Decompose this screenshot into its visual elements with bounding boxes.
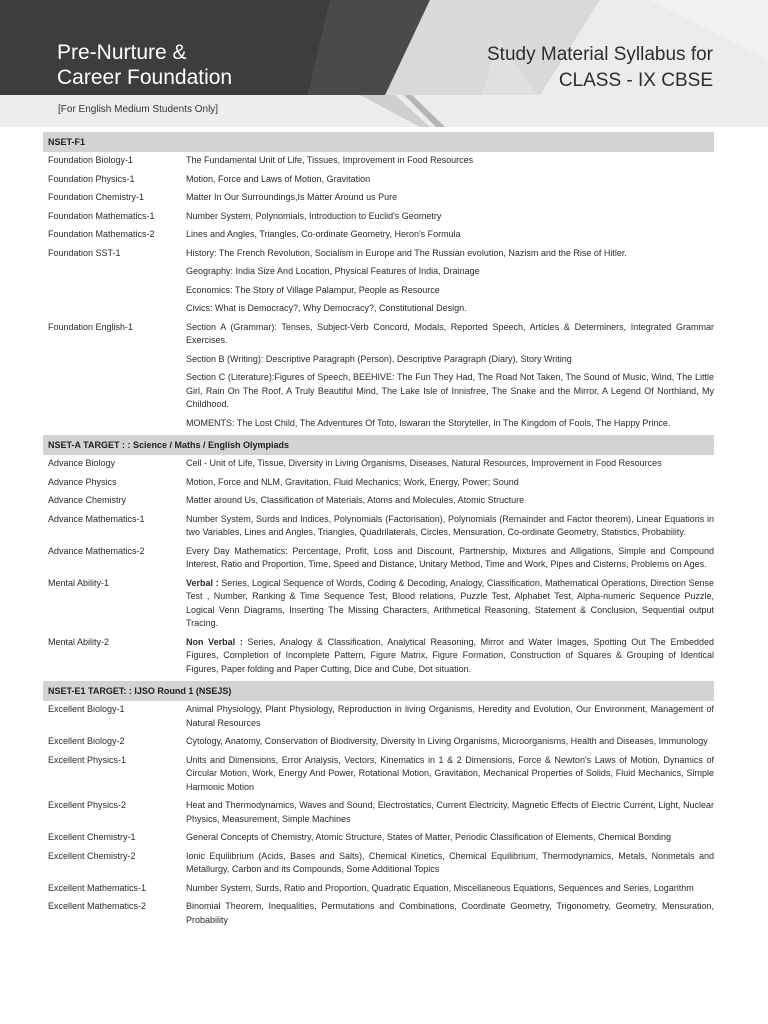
subject-name: Excellent Biology-2	[48, 736, 125, 746]
subject-name: Advance Mathematics-1	[48, 513, 145, 524]
topic-list	[186, 154, 714, 168]
subject-name: Excellent Chemistry-1	[48, 832, 136, 842]
syllabus-row	[43, 476, 714, 490]
subject-name: Mental Ability-1	[48, 577, 110, 588]
subject-name: Excellent Mathematics-2	[48, 901, 147, 911]
subject-name	[43, 371, 186, 412]
syllabus-row	[43, 735, 714, 749]
brand-line-2: Career Foundation	[57, 66, 233, 89]
topic-lead: Non Verbal :	[186, 636, 243, 647]
subject-name: Advance Mathematics-2	[48, 545, 145, 556]
syllabus-row	[43, 284, 714, 298]
topic-text: Cytology, Anatomy, Conservation of Biodiversity, Diversity In Living Organisms, Microorganisms, Health and Diseases, Immunology	[186, 736, 708, 746]
topic-list	[186, 850, 714, 877]
syllabus-row	[43, 754, 714, 795]
topic-list	[186, 831, 714, 845]
topic-text: Section A (Grammar): Tenses, Subject-Verb Concord, Modals, Reported Speech, Articles & Determiners, Integrated Grammar Exercises.	[186, 321, 714, 345]
syllabus-row	[43, 850, 714, 877]
topic-text: Series, Logical Sequence of Words, Coding & Decoding, Analogy, Classification, Mathematical Operations, Direction Sense Test , Number, Ranking & Time Sequence Test, Blood relations, Puzzle Test, Alphabet Test, Alpha-numeric Sequence Puzzle, Logical Venn Diagrams, Inserting The Missing Characters, Arithmetical Reasoning, Statement & Conclusion, Sequential output Tracing.	[186, 577, 714, 628]
syllabus-row	[43, 321, 714, 348]
topic-text: The Fundamental Unit of Life, Tissues, Improvement in Food Resources	[186, 155, 474, 165]
syllabus-row	[43, 703, 714, 730]
syllabus-section	[43, 132, 714, 430]
syllabus-row	[43, 457, 714, 471]
syllabus-row	[43, 302, 714, 316]
topic-list	[186, 228, 714, 242]
topic-text: Section C (Literature):Figures of Speech, BEEHIVE: The Fun They Had, The Road Not Taken, The Sound of Music, Wind, The Little Girl, Rain On The Roof, A Truly Beautiful Mind, The Lake Isle of Innisfree, The Snake and the Mirror, A Legend Of Northland, My Childhood.	[186, 372, 714, 409]
document-title	[487, 42, 713, 94]
title-line-1: Study Material Syllabus for	[487, 44, 713, 65]
subject-name: Excellent Physics-2	[48, 800, 127, 810]
topic-text: Motion, Force and Laws of Motion, Gravitation	[186, 173, 371, 184]
topic-list	[186, 494, 714, 508]
topic-text: General Concepts of Chemistry, Atomic Structure, States of Matter, Periodic Classification of Elements, Chemical Bonding	[186, 832, 672, 842]
syllabus-row	[43, 417, 714, 431]
syllabus-content	[43, 132, 714, 932]
topic-text: Section B (Writing): Descriptive Paragraph (Person), Descriptive Paragraph (Diary), Story Writing	[186, 353, 572, 364]
topic-list	[186, 265, 714, 279]
syllabus-row	[43, 191, 714, 205]
topic-lead: Verbal :	[186, 577, 219, 588]
medium-note: [For English Medium Students Only]	[58, 104, 219, 115]
topic-list	[186, 302, 714, 316]
topic-text: Number System, Polynomials, Introduction to Euclid's Geometry	[186, 210, 442, 221]
syllabus-row	[43, 882, 714, 896]
syllabus-row	[43, 900, 714, 927]
topic-text: MOMENTS: The Lost Child, The Adventures Of Toto, Iswaran the Storyteller, In The Kingdom of Fools, The Happy Prince.	[186, 417, 671, 428]
subject-name: Foundation Physics-1	[48, 173, 135, 184]
subject-name: Advance Physics	[48, 476, 117, 487]
topic-list	[186, 636, 714, 677]
syllabus-row	[43, 799, 714, 826]
section-heading: NSET-A TARGET : : Science / Maths / English Olympiads	[43, 435, 714, 455]
topic-list	[186, 799, 714, 826]
topic-text: Motion, Force and NLM, Gravitation, Fluid Mechanics; Work, Energy, Power; Sound	[186, 476, 519, 487]
title-line-2: CLASS - IX CBSE	[558, 70, 713, 91]
subject-name	[43, 284, 186, 298]
syllabus-row	[43, 265, 714, 279]
subject-name: Foundation SST-1	[48, 247, 121, 258]
topic-text: Matter In Our Surroundings,Is Matter Around us Pure	[186, 192, 398, 202]
subject-name: Excellent Physics-1	[48, 754, 127, 765]
subject-name	[43, 353, 186, 367]
topic-list	[186, 476, 714, 490]
topic-list	[186, 513, 714, 540]
subject-name	[43, 417, 186, 431]
topic-list	[186, 735, 714, 749]
section-heading: NSET-F1	[43, 132, 714, 152]
section-heading: NSET-E1 TARGET: : IJSO Round 1 (NSEJS)	[43, 681, 714, 701]
syllabus-row	[43, 371, 714, 412]
topic-list	[186, 417, 714, 431]
topic-text: Units and Dimensions, Error Analysis, Vectors, Kinematics in 1 & 2 Dimensions, Force & Newton's Laws of Motion, Dynamics of Circular Motion, Work, Energy And Power, Rotational Motion, Gravitation, Mechanical Properties of Solids, Fluid Mechanics, Simple Harmonic Motion	[186, 754, 714, 792]
topic-list	[186, 284, 714, 298]
topic-list	[186, 173, 714, 187]
syllabus-row	[43, 247, 714, 261]
brand-name	[57, 40, 232, 90]
topic-list	[186, 457, 714, 471]
topic-list	[186, 353, 714, 367]
topic-text: Geography: India Size And Location, Physical Features of India, Drainage	[186, 266, 480, 276]
topic-list	[186, 210, 714, 224]
topic-list	[186, 900, 714, 927]
syllabus-section	[43, 435, 714, 676]
topic-text: History: The French Revolution, Socialism in Europe and The Russian evolution, Nazism and the Rise of Hitler.	[186, 247, 627, 258]
topic-text: Series, Analogy & Classification, Analytical Reasoning, Mirror and Water Images, Spotting Out The Embedded Figures, Completion of Incomplete Pattern, Figure Matrix, Figure Formation, Construction of Squares & Grouping of Identical Figures, Paper folding and Paper Cutting, Dice and Cube, Dot situation.	[186, 636, 714, 674]
syllabus-row	[43, 353, 714, 367]
topic-text: Number System, Surds, Ratio and Proportion, Quadratic Equation, Miscellaneous Equations, Sequences and Series, Logarithm	[186, 882, 694, 893]
subject-name: Excellent Biology-1	[48, 704, 125, 714]
syllabus-row	[43, 577, 714, 631]
subject-name	[43, 265, 186, 279]
syllabus-row	[43, 210, 714, 224]
topic-text: Lines and Angles, Triangles, Co-ordinate Geometry, Heron's Formula	[186, 229, 461, 239]
subject-name: Mental Ability-2	[48, 636, 110, 647]
page-header	[0, 0, 768, 127]
topic-list	[186, 754, 714, 795]
topic-text: Cell - Unit of Life, Tissue, Diversity in Living Organisms, Diseases, Natural Resources, Improvement in Food Resources	[186, 458, 662, 468]
subject-name: Foundation English-1	[48, 321, 134, 332]
brand-line-1: Pre-Nurture &	[57, 41, 187, 64]
topic-text: Economics: The Story of Village Palampur, People as Resource	[186, 284, 440, 295]
topic-text: Ionic Equilibrium (Acids, Bases and Salts), Chemical Kinetics, Chemical Equilibrium, Thermodynamics, Metals, Nonmetals and Metallurgy, Carbon and its Compounds, Some Additional Topics	[186, 850, 714, 874]
topic-text: Number System, Surds and Indices, Polynomials (Factorisation), Polynomials (Remainder and Factor theorem), Linear Equations in two Variables, Lines and Angles, Triangles, Quadrilaterals, Circles, Mensuration, Co-ordinate Geometry, Statistics, Probability.	[186, 513, 714, 537]
subject-name: Excellent Mathematics-1	[48, 882, 147, 893]
syllabus-row	[43, 636, 714, 677]
topic-list	[186, 577, 714, 631]
topic-list	[186, 545, 714, 572]
syllabus-row	[43, 831, 714, 845]
subject-name: Advance Biology	[48, 458, 116, 468]
syllabus-row	[43, 494, 714, 508]
subject-name	[43, 302, 186, 316]
subject-name: Foundation Biology-1	[48, 155, 134, 165]
subject-name: Foundation Mathematics-1	[48, 210, 155, 221]
subject-name: Excellent Chemistry-2	[48, 850, 136, 861]
topic-text: Binomial Theorem, Inequalities, Permutations and Combinations, Coordinate Geometry, Trigonometry, Geometry, Mensuration, Probability	[186, 901, 714, 925]
topic-text: Heat and Thermodynamics, Waves and Sound, Electrostatics, Current Electricity, Magnetic Effects of Electric Current, Light, Nuclear Physics, Measurement, Simple Machines	[186, 800, 714, 824]
syllabus-row	[43, 154, 714, 168]
topic-text: Animal Physiology, Plant Physiology, Reproduction in living Organisms, Heredity and Evolution, Our Environment, Management of Natural Resources	[186, 704, 714, 728]
subject-name: Foundation Chemistry-1	[48, 192, 145, 202]
topic-text: Civics: What is Democracy?, Why Democracy?, Constitutional Design.	[186, 303, 467, 313]
topic-list	[186, 882, 714, 896]
topic-list	[186, 321, 714, 348]
syllabus-row	[43, 173, 714, 187]
topic-list	[186, 703, 714, 730]
syllabus-row	[43, 545, 714, 572]
subject-name: Advance Chemistry	[48, 495, 127, 505]
syllabus-section	[43, 681, 714, 927]
syllabus-row	[43, 513, 714, 540]
topic-text: Every Day Mathematics: Percentage, Profit, Loss and Discount, Partnership, Mixtures and Alligations, Simple and Compound Interest, Ratio and Proportion, Time, Speed and Distance, Unitary Method, Time and Work, Pipes and Cisterns, Problems on Ages.	[186, 545, 714, 569]
subject-name: Foundation Mathematics-2	[48, 229, 155, 239]
topic-list	[186, 191, 714, 205]
syllabus-row	[43, 228, 714, 242]
topic-text: Matter around Us, Classification of Materials, Atoms and Molecules, Atomic Structure	[186, 495, 525, 505]
topic-list	[186, 247, 714, 261]
topic-list	[186, 371, 714, 412]
